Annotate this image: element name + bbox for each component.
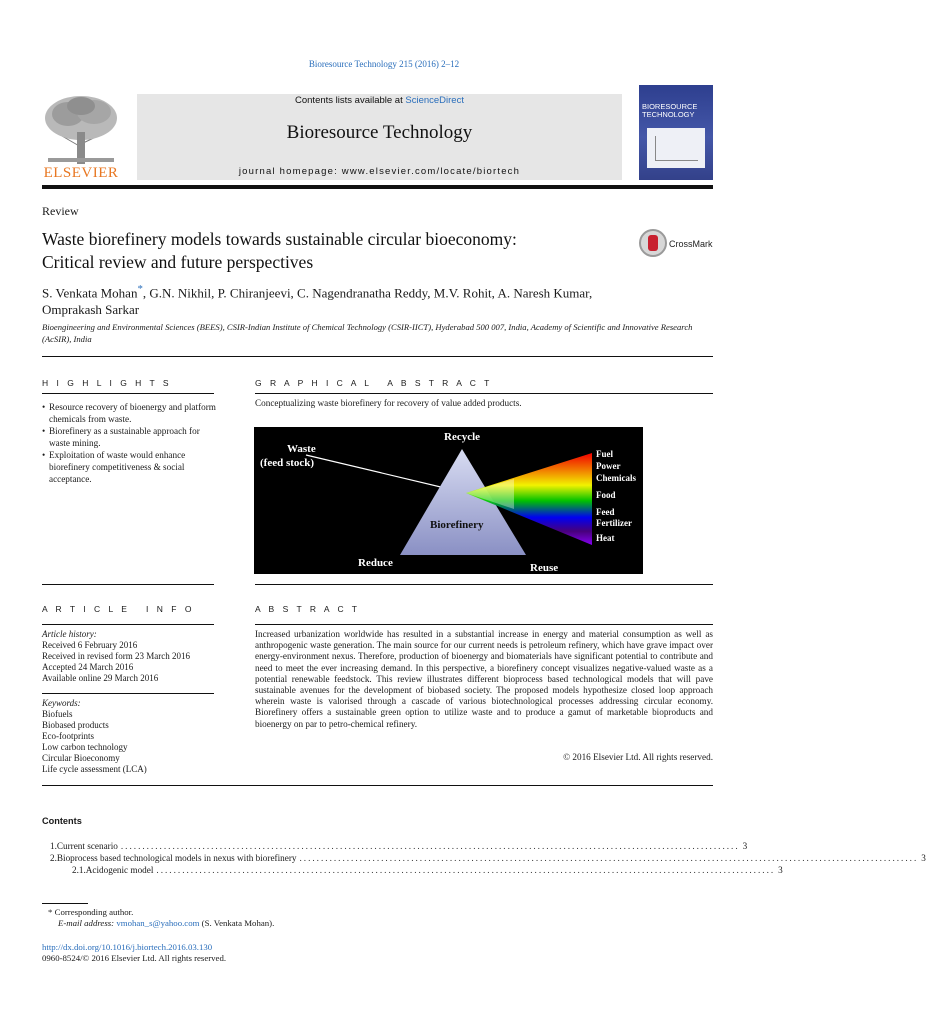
toc-number: 1.	[50, 841, 57, 851]
article-info-rule	[42, 624, 214, 625]
highlight-item: • Exploitation of waste would enhance biorefinery competitiveness & social acceptance.	[42, 449, 222, 485]
highlight-item: • Biorefinery as a sustainable approach for waste mining.	[42, 425, 222, 449]
graphical-abstract-heading: G R A P H I C A L A B S T R A C T	[255, 378, 493, 388]
history-rule	[42, 693, 214, 694]
output-label: Feed	[596, 507, 615, 517]
co-authors-line-2: Omprakash Sarkar	[42, 302, 140, 318]
toc-page: 3	[742, 841, 748, 851]
sciencedirect-link[interactable]: ScienceDirect	[405, 95, 464, 106]
output-label: Power	[596, 461, 621, 471]
graphical-abstract-rule	[255, 393, 713, 394]
label-biorefinery: Biorefinery	[430, 519, 484, 531]
lead-author: S. Venkata Mohan	[42, 285, 138, 301]
toc-page: 3	[778, 865, 783, 875]
email-owner: (S. Venkata Mohan).	[199, 918, 275, 928]
affiliation-rule	[42, 356, 713, 357]
corresponding-star[interactable]: *	[137, 283, 143, 295]
abstract-rule	[255, 624, 713, 625]
article-type: Review	[42, 204, 79, 218]
graphical-abstract-caption: Conceptualizing waste biorefinery for recovery of value added products.	[255, 398, 522, 408]
highlights-rule	[42, 393, 214, 394]
corresponding-note	[48, 907, 133, 918]
output-label: Food	[596, 490, 616, 500]
label-feedstock: (feed stock)	[260, 457, 315, 469]
abstract-text: Increased urbanization worldwide has resulted in a substantial increase in energy and material consumption as well as anthropogenic waste generation. The main source for our current needs is petroleum refinery, which have grave impact over energy-environment nexus. Therefore, production of bioenergy and biomaterials have significant potential to contribute and need to meet the ever increasing demand. In this perspective, a biorefinery concept visualizes negative-valued waste as a potential renewable feedstock. This review illustrates different bioprocess based technological models that will pave sustainable avenues for the development of biobased society. The proposed models hypothesize closed loop approach wherein waste is valorised through a cascade of various biotechnological processes addressing circular economy. Biorefinery offers a sustainable green option to utilize waste and to produce a gamut of marketable bioproducts and bioenergy on par to petro-chemical refinery.	[255, 629, 713, 729]
history-label: Article history:	[42, 629, 97, 639]
title-line-1: Waste biorefinery models towards sustainable circular bioeconomy:	[42, 229, 517, 249]
history-item: Available online 29 March 2016	[42, 673, 159, 683]
email-label: E-mail address:	[58, 918, 117, 928]
doi-link[interactable]: http://dx.doi.org/10.1016/j.biortech.2016.03.130	[42, 942, 213, 952]
footnote-rule	[42, 903, 88, 904]
contents-prefix: Contents lists available at	[295, 95, 406, 106]
abstract-heading: A B S T R A C T	[255, 604, 361, 614]
toc-leader: ................................................................................................................................................	[156, 865, 776, 875]
toc-number: 2.	[50, 853, 57, 863]
history-item: Accepted 24 March 2016	[42, 662, 134, 672]
highlights-list	[42, 401, 222, 485]
toc-title[interactable]: Acidogenic model	[85, 865, 154, 875]
corresponding-label: Corresponding author.	[54, 907, 134, 917]
history-item: Received in revised form 23 March 2016	[42, 651, 190, 661]
crossmark-label[interactable]: CrossMark	[669, 239, 713, 249]
label-waste: Waste	[287, 443, 316, 455]
keywords-block	[42, 698, 214, 775]
toc-number: 2.1.	[72, 865, 86, 875]
history-item: Received 6 February 2016	[42, 640, 138, 650]
output-label: Heat	[596, 533, 615, 543]
journal-name: Bioresource Technology	[286, 122, 473, 143]
article-title	[42, 228, 632, 273]
header-rule	[42, 185, 713, 189]
footnote-star: *	[48, 907, 53, 917]
toc-leader: ................................................................................................................................................	[120, 841, 740, 851]
journal-reference[interactable]: Bioresource Technology 215 (2016) 2–12	[308, 59, 460, 69]
toc-row[interactable]	[50, 840, 748, 852]
cover-title: BIORESOURCE TECHNOLOGY	[642, 102, 698, 119]
toc-row[interactable]	[50, 864, 783, 876]
issn-line: 0960-8524/© 2016 Elsevier Ltd. All rights reserved.	[42, 953, 227, 963]
contents-heading: Contents	[42, 816, 82, 826]
label-reuse: Reuse	[530, 562, 559, 574]
toc-row[interactable]	[50, 852, 926, 864]
keyword-item: Eco-footprints	[42, 731, 94, 741]
abstract-bottom-rule	[42, 785, 713, 786]
highlights-heading: H I G H L I G H T S	[42, 378, 172, 388]
elsevier-wordmark: ELSEVIER	[43, 165, 119, 181]
contents-available-line	[137, 95, 622, 106]
journal-homepage: journal homepage: www.elsevier.com/locate/biortech	[238, 166, 521, 177]
output-label: Fertilizer	[596, 518, 632, 528]
toc-leader: ................................................................................................................................................	[299, 853, 919, 863]
affiliation: Bioengineering and Environmental Sciences (BEES), CSIR-Indian Institute of Chemical Technology (CSIR-IICT), Hyderabad 500 007, India, Academy of Scientific and Innovative Research (AcSIR), India	[42, 322, 693, 344]
keywords-label: Keywords:	[42, 698, 81, 708]
output-label: Chemicals	[596, 473, 636, 483]
toc-page: 3	[921, 853, 926, 863]
cover-graphic	[647, 128, 705, 168]
keyword-item: Circular Bioeconomy	[42, 753, 120, 763]
email-link[interactable]: vmohan_s@yahoo.com	[116, 918, 200, 928]
keyword-item: Biobased products	[42, 720, 109, 730]
co-authors: , G.N. Nikhil, P. Chiranjeevi, C. Nagendranatha Reddy, M.V. Rohit, A. Naresh Kumar,	[142, 285, 593, 301]
toc-title[interactable]: Bioprocess based technological models in nexus with biorefinery	[56, 853, 297, 863]
article-info-heading: A R T I C L E I N F O	[42, 604, 195, 614]
keyword-item: Biofuels	[42, 709, 73, 719]
abstract-copyright: © 2016 Elsevier Ltd. All rights reserved.	[563, 752, 713, 762]
graphical-abstract-figure	[254, 427, 643, 574]
highlight-item: • Resource recovery of bioenergy and platform chemicals from waste.	[42, 401, 222, 425]
email-note	[58, 918, 274, 929]
keyword-item: Low carbon technology	[42, 742, 128, 752]
toc-title[interactable]: Current scenario	[56, 841, 118, 851]
title-line-2: Critical review and future perspectives	[42, 251, 314, 272]
output-label: Fuel	[596, 449, 613, 459]
graphical-abstract-bottom-rule	[255, 584, 713, 585]
label-recycle: Recycle	[444, 431, 481, 443]
highlights-bottom-rule	[42, 584, 214, 585]
article-history	[42, 629, 214, 684]
crossmark-icon[interactable]	[639, 229, 667, 257]
label-reduce: Reduce	[358, 557, 393, 569]
keyword-item: Life cycle assessment (LCA)	[42, 764, 147, 774]
author-list	[42, 281, 714, 318]
